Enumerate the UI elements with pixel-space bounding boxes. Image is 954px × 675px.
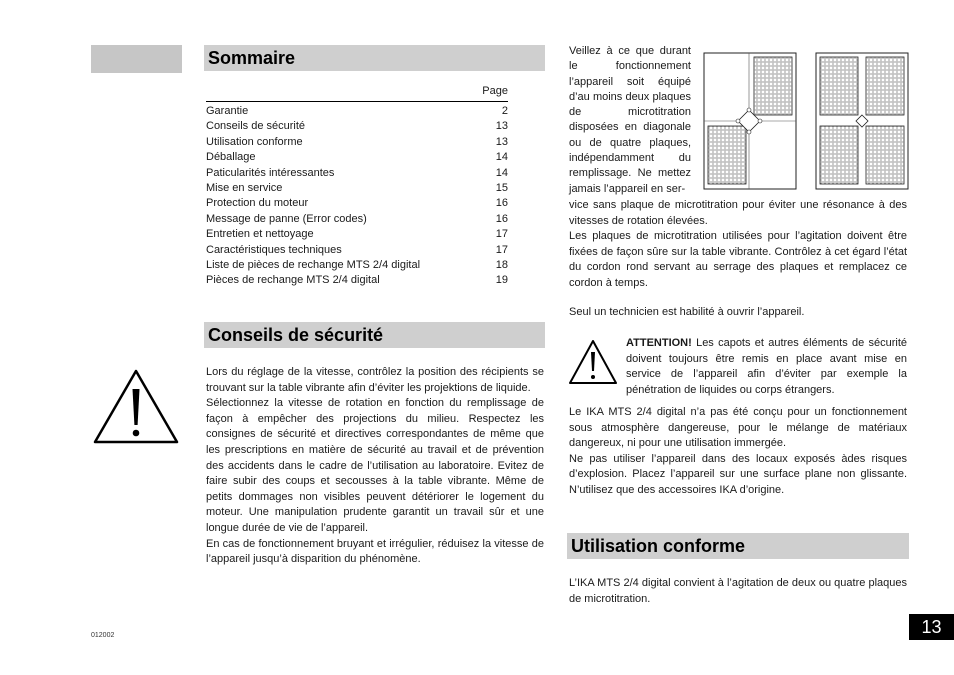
utilisation-body: L’IKA MTS 2/4 digital convient à l’agitation de deux ou quatre plaques de microtitration. bbox=[569, 577, 907, 605]
toc-entry-page: 14 bbox=[495, 166, 508, 179]
utilisation-title: Utilisation conforme bbox=[571, 536, 746, 556]
toc-page-label: Page bbox=[482, 85, 508, 97]
toc-entry-label: Message de panne (Error codes) bbox=[206, 212, 367, 225]
toc-entry-label: Protection du moteur bbox=[206, 197, 309, 210]
toc-entry-label: Pièces de rechange MTS 2/4 digital bbox=[206, 274, 380, 287]
atmosphere-notes: Le IKA MTS 2/4 digital n’a pas été conçu pour un fonctionnement sous atmosphère dangereuse, pour le mélange de matériaux dangereux, ni pour une utilisation immergée. Ne pas utiliser l’appareil dans des locaux exposés àdes risques d’explosion. Placez l’appareil sur une surface plane non glissante. N’utilisez que des accessoires IKA d’origine. bbox=[569, 406, 907, 496]
toc-row bbox=[206, 227, 508, 242]
sommaire-heading bbox=[204, 45, 545, 71]
toc-entry-page: 13 bbox=[495, 120, 508, 133]
toc-entry-page: 17 bbox=[495, 228, 508, 241]
utilisation-heading bbox=[567, 533, 909, 559]
toc-row bbox=[206, 196, 508, 211]
conseils-paragraph: En cas de fonctionnement bruyant et irrégulier, réduisez la vitesse de l’appareil jusqu’à disparition du phénomène. bbox=[206, 537, 544, 566]
header-grey-block bbox=[91, 45, 182, 73]
toc-row bbox=[206, 181, 508, 196]
toc-row bbox=[206, 119, 508, 134]
toc-entry-label: Garantie bbox=[206, 105, 249, 117]
toc-entry-label: Entretien et nettoyage bbox=[206, 228, 314, 241]
toc-row bbox=[206, 135, 508, 150]
toc-entry-page: 15 bbox=[495, 181, 508, 194]
toc-entry-label: Utilisation conforme bbox=[206, 135, 303, 148]
intro-narrow-text: Veillez à ce que durant le fonctionnement l’appareil soit équipé d’au moins deux plaques de microtitration disposées en diagonale ou de quatre plaques, indépendamment du remplissage. Ne mettez jamais l’appareil en ser- bbox=[569, 45, 691, 195]
toc-list bbox=[206, 104, 508, 289]
toc-entry-label: Liste de pièces de rechange MTS 2/4 digital bbox=[206, 258, 421, 271]
toc-entry-page: 19 bbox=[495, 274, 508, 287]
toc-entry-page: 13 bbox=[495, 135, 508, 148]
toc-entry-page: 16 bbox=[495, 212, 508, 225]
toc-entry-page: 14 bbox=[495, 151, 508, 164]
toc-entry-label: Paticularités intéressantes bbox=[206, 166, 335, 179]
microtitre-plate-layout-figure bbox=[703, 52, 909, 190]
table-of-contents bbox=[206, 84, 508, 289]
toc-entry-label: Caractéristiques techniques bbox=[206, 243, 342, 256]
toc-row bbox=[206, 243, 508, 258]
sommaire-title: Sommaire bbox=[208, 48, 296, 68]
attention-label: ATTENTION! bbox=[626, 337, 692, 349]
toc-row bbox=[206, 166, 508, 181]
conseils-paragraph: Sélectionnez la vitesse de rotation en fonction du remplissage de façon à empêcher des projections du milieu. Respectez les consignes de sécurité et directives correspondantes de même que les prescriptions en matière de sécurité au travail et de prévention des accidents dans le cadre de l’utilisation au laboratoire. Evitez de faire subir des coups et secousses à la table vibrante. Même de petits dommages non visibles peuvent détériorer le logement du moteur. Une manipulation prudente garantit un travail sûr et une longue durée de vie de l’appareil. bbox=[206, 397, 544, 534]
toc-row bbox=[206, 104, 508, 119]
toc-entry-page: 18 bbox=[495, 258, 508, 271]
page-number: 13 bbox=[909, 614, 954, 640]
toc-row bbox=[206, 212, 508, 227]
toc-entry-page: 16 bbox=[495, 197, 508, 210]
conseils-body bbox=[206, 365, 544, 568]
toc-row bbox=[206, 258, 508, 273]
toc-entry-page: 17 bbox=[495, 243, 508, 256]
toc-row bbox=[206, 150, 508, 165]
toc-entry-label: Déballage bbox=[206, 151, 256, 164]
toc-entry-label: Mise en service bbox=[206, 181, 283, 194]
toc-divider bbox=[206, 101, 508, 102]
toc-entry-page: 2 bbox=[501, 105, 508, 117]
warning-triangle-icon bbox=[568, 338, 618, 386]
document-code: 012002 bbox=[91, 632, 115, 639]
conseils-paragraph: Lors du réglage de la vitesse, contrôlez la position des récipients se trouvant sur la table vibrante afin d’éviter les projektions de liquide. bbox=[206, 366, 544, 394]
toc-entry-label: Conseils de sécurité bbox=[206, 120, 306, 133]
attention-note bbox=[626, 336, 907, 398]
technician-note: Seul un technicien est habilité à ouvrir l’appareil. bbox=[569, 306, 805, 318]
right-body-1: vice sans plaque de microtitration pour éviter une résonance à des vitesses de rotation élevées. Les plaques de microtitration utilisées pour l’agitation doivent être fixées de façon sûre sur la table vibrante. Contrôlez à cet égard l’état du cordon rond servant au serrage des plaques et remplacez ce cordon à temps. bbox=[569, 199, 907, 289]
conseils-heading bbox=[204, 322, 545, 348]
warning-triangle-icon bbox=[92, 367, 180, 445]
attention-text: Les capots et autres éléments de sécurité doivent toujours être remis en place avant mise en service de l’appareil afin d’éviter par exemple la pénétration de liquides ou corps étrangers. bbox=[626, 337, 907, 396]
toc-row bbox=[206, 273, 508, 288]
conseils-title: Conseils de sécurité bbox=[208, 325, 384, 345]
